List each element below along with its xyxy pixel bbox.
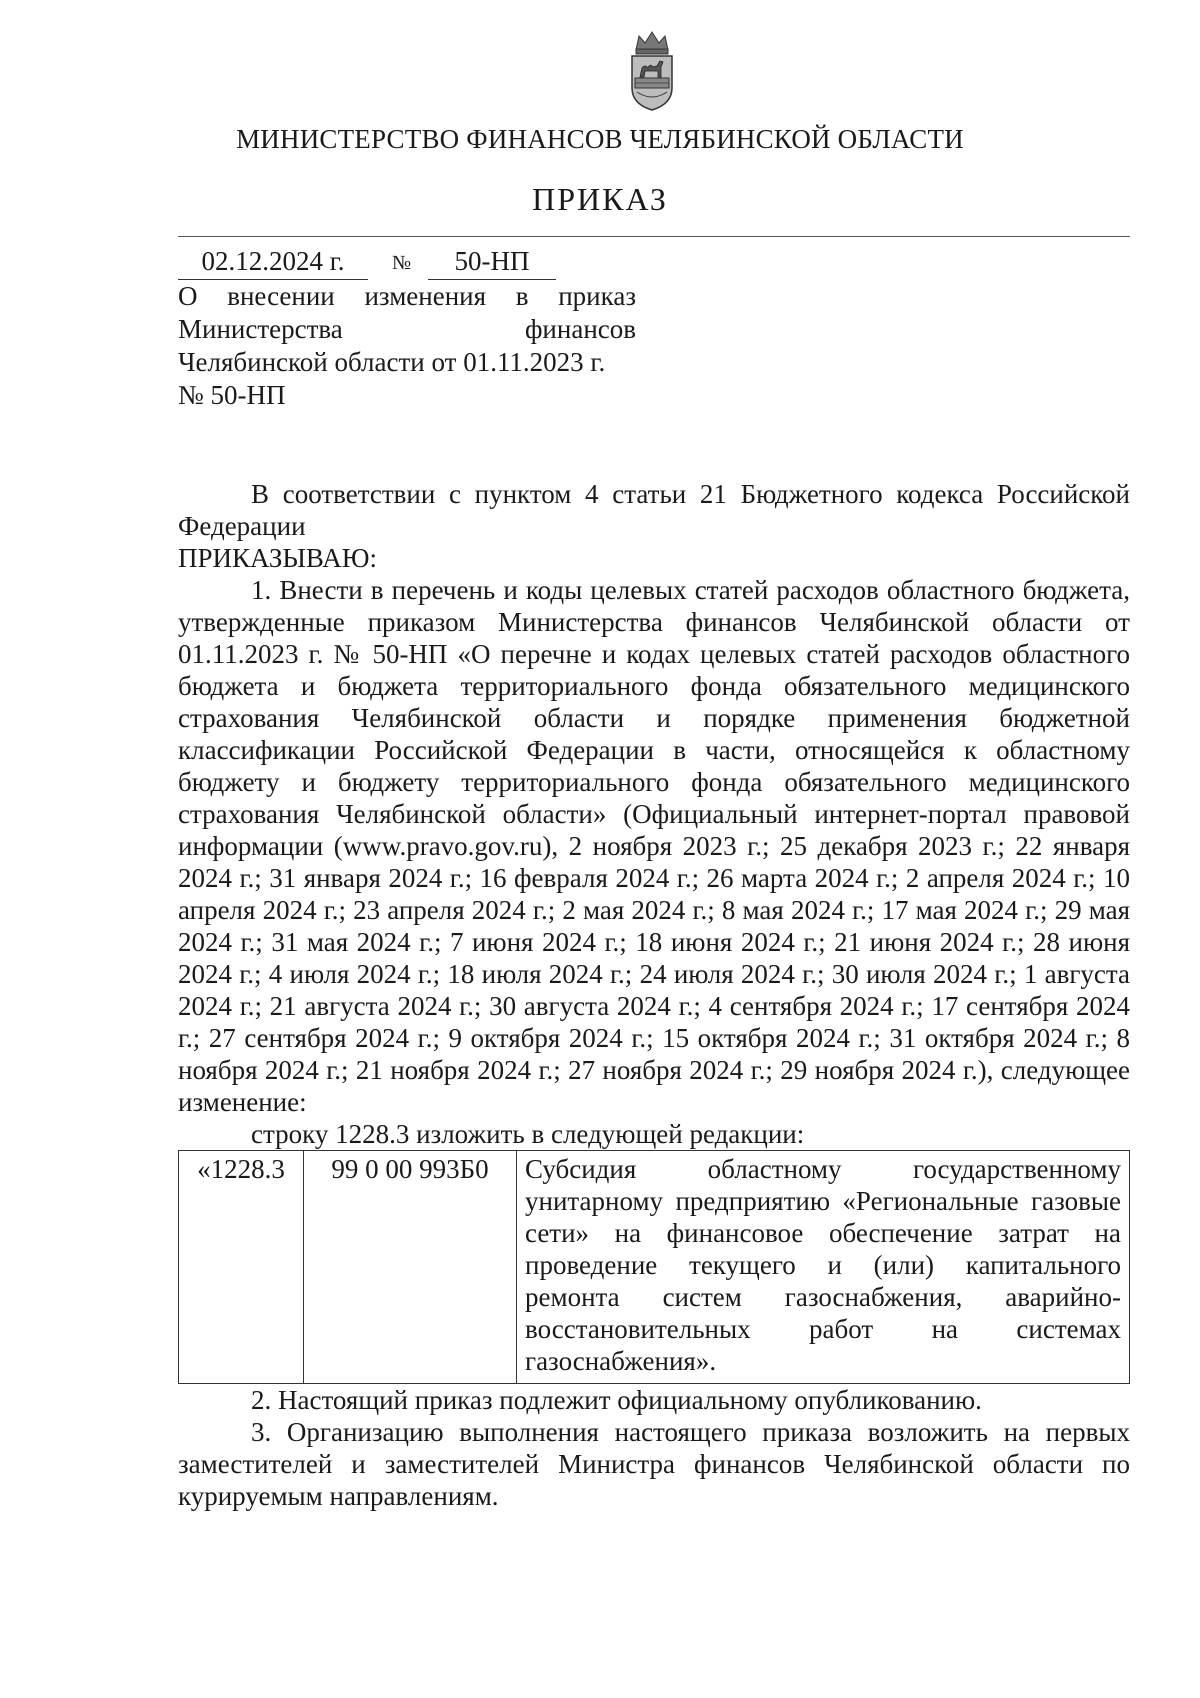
- amendment-intro: строку 1228.3 изложить в следующей редакции:: [251, 1119, 805, 1149]
- item-3: 3. Организацию выполнения настоящего приказа возложить на первых заместителей и заместителей Министра финансов Челябинской области по курируемым направлениям.: [178, 1417, 1130, 1511]
- subject-line: Челябинской области от 01.11.2023 г.: [178, 347, 606, 377]
- subject-line: О внесении изменения в приказ: [178, 281, 636, 311]
- description-cell: Субсидия областному государственному унитарному предприятию «Региональные газовые сети» на финансовое обеспечение затрат на проведение текущего и (или) капитального ремонта систем газоснабжения, аварийно-восстановительных работ на системах газоснабжения».: [517, 1151, 1130, 1384]
- item-1: 1. Внести в перечень и коды целевых статей расходов областного бюджета, утвержденные приказом Министерства финансов Челябинской области от 01.11.2023 г. № 50-НП «О перечне и кодах целевых статей расходов областного бюджета и бюджета территориального фонда обязательного медицинского страхования Челябинской области и порядке применения бюджетной классификации Российской Федерации в части, относящейся к областному бюджету и бюджету территориального фонда обязательного медицинского страхования Челябинской области» (Официальный интернет-портал правовой информации (www.pravo.gov.ru), 2 ноября 2023 г.; 25 декабря 2023 г.; 22 января 2024 г.; 31 января 2024 г.; 16 февраля 2024 г.; 26 марта 2024 г.; 2 апреля 2024 г.; 10 апреля 2024 г.; 23 апреля 2024 г.; 2 мая 2024 г.; 8 мая 2024 г.; 17 мая 2024 г.; 29 мая 2024 г.; 31 мая 2024 г.; 7 июня 2024 г.; 18 июня 2024 г.; 21 июня 2024 г.; 28 июня 2024 г.; 4 июля 2024 г.; 18 июля 2024 г.; 24 июля 2024 г.; 30 июля 2024 г.; 1 августа 2024 г.; 21 августа 2024 г.; 30 августа 2024 г.; 4 сентября 2024 г.; 17 сентября 2024 г.; 27 сентября 2024 г.; 9 октября 2024 г.; 15 октября 2024 г.; 31 октября 2024 г.; 8 ноября 2024 г.; 21 ноября 2024 г.; 27 ноября 2024 г.; 29 ноября 2024 г.), следующее изменение:: [178, 575, 1130, 1117]
- amendment-table: [178, 1150, 1130, 1384]
- ministry-name: МИНИСТЕРСТВО ФИНАНСОВ ЧЕЛЯБИНСКОЙ ОБЛАСТИ: [236, 124, 964, 154]
- header-divider: [178, 236, 1130, 237]
- subject-line: Министерства финансов: [178, 314, 636, 344]
- document-body: [178, 478, 1130, 1512]
- order-word: ПРИКАЗЫВАЮ:: [178, 543, 377, 573]
- row-number-cell: «1228.3: [179, 1151, 304, 1384]
- document-type: ПРИКАЗ: [532, 181, 668, 217]
- preamble: В соответствии с пунктом 4 статьи 21 Бюджетного кодекса Российской Федерации: [178, 479, 1130, 541]
- document-subject: [178, 280, 636, 412]
- number-sign: №: [392, 252, 412, 274]
- document-date: 02.12.2024 г.: [178, 246, 368, 280]
- document-number: 50-НП: [428, 246, 556, 280]
- subject-line: № 50-НП: [178, 380, 286, 410]
- table-row: [179, 1151, 1130, 1384]
- code-cell: 99 0 00 993Б0: [304, 1151, 517, 1384]
- coat-of-arms-icon: [627, 28, 677, 112]
- item-2: 2. Настоящий приказ подлежит официальному опубликованию.: [251, 1385, 982, 1415]
